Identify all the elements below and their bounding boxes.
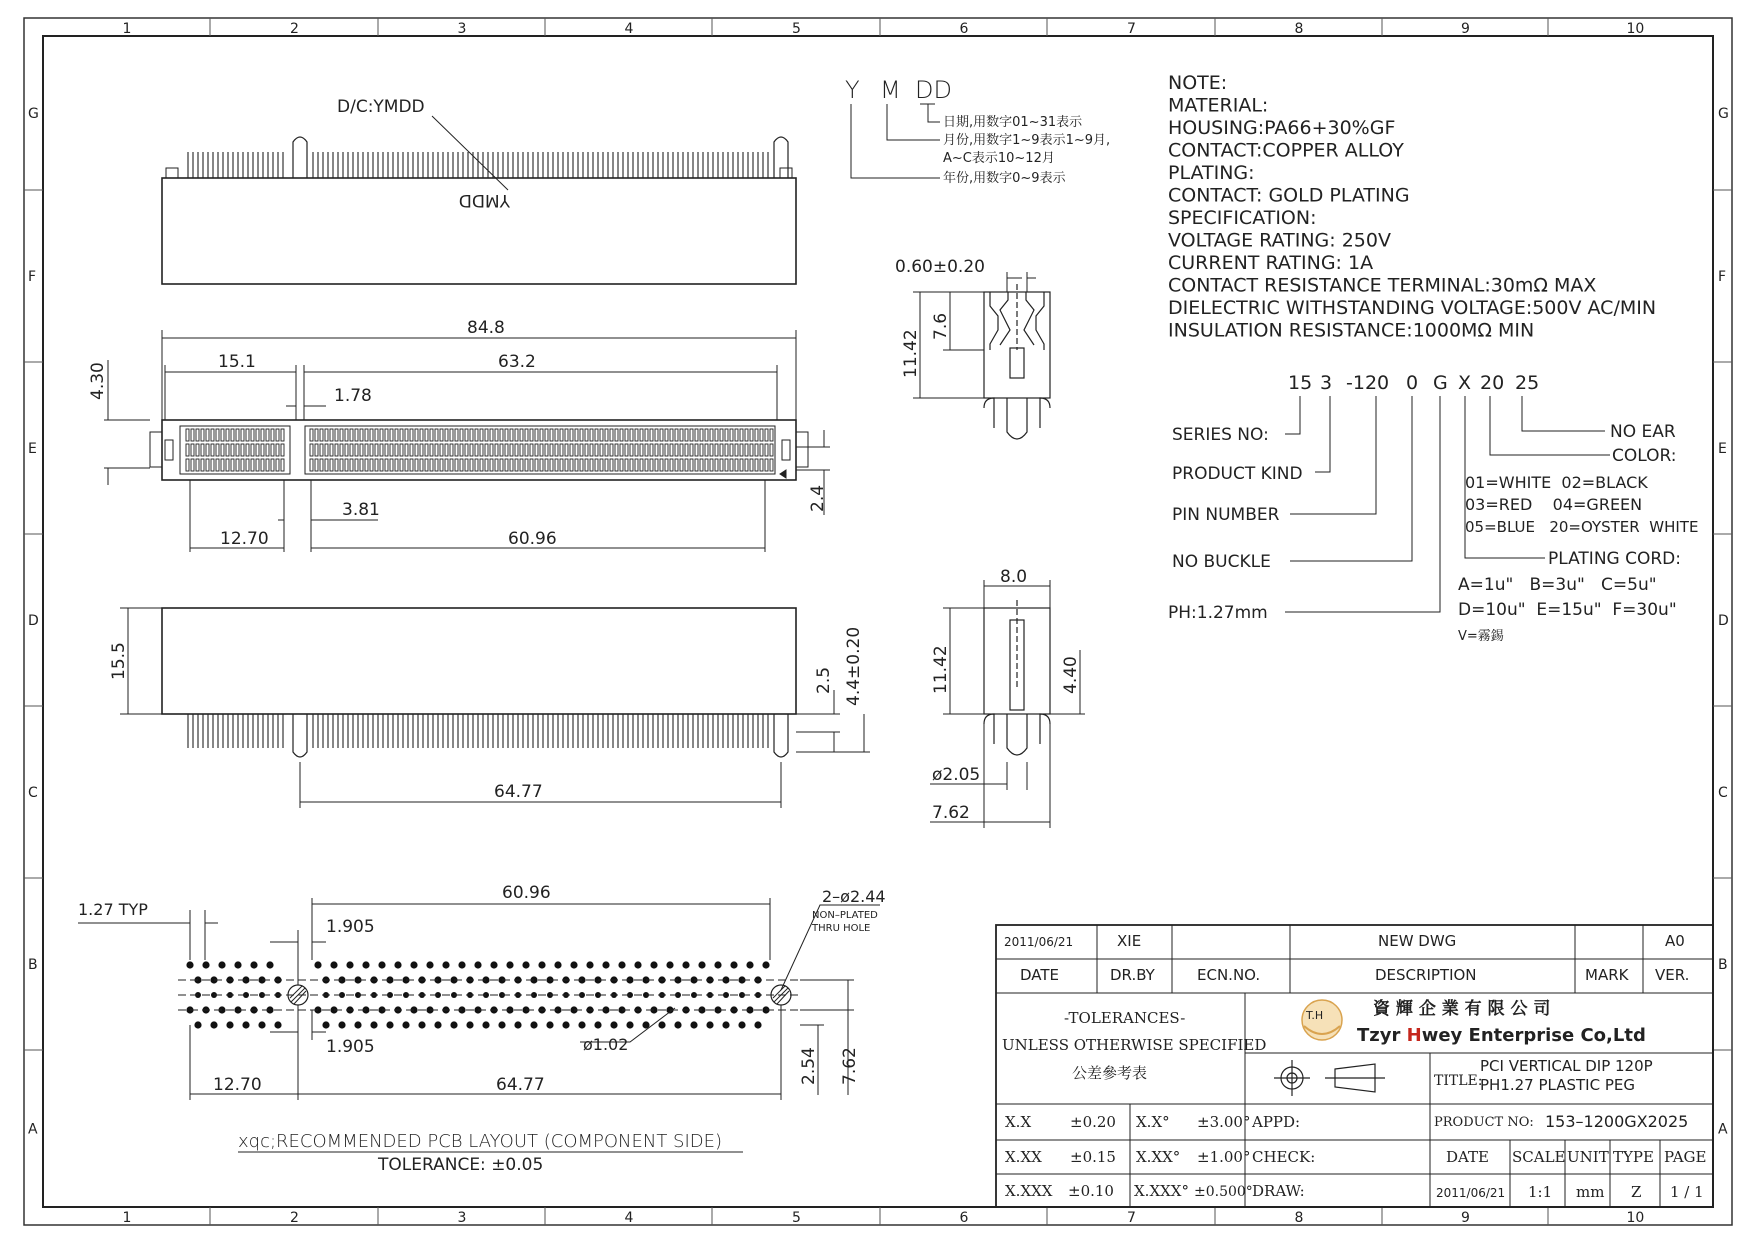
company-en: Tzyr Hwey Enterprise Co,Ltd [1357,1025,1646,1046]
legend-y: Y [845,76,860,104]
tol-r2-c4: ±1.00° [1197,1148,1251,1166]
tol-r1-c4: ±3.00° [1197,1113,1251,1131]
b-type: TYPE [1613,1148,1654,1166]
rev-date: 2011/06/21 [1004,935,1074,949]
code-seg-ear: 25 [1515,372,1540,394]
tol-r2-c3: X.XX° [1136,1148,1181,1166]
grid-col-label: 6 [959,1210,969,1226]
logo-text: T.H [1306,1009,1324,1022]
legend-year: 年份,用数字0~9表示 [943,171,1066,186]
grid-col-label: 5 [792,21,801,37]
label-kind: PRODUCT KIND [1172,464,1303,484]
front-dim-tail: 4.4±0.20 [844,626,864,706]
plan-view [150,420,808,480]
grid-col-label: 3 [457,1210,467,1226]
color-line-2: 03=RED 04=GREEN [1465,495,1643,514]
end-dim-width: 8.0 [1000,567,1028,587]
front-dim-height: 15.5 [109,642,129,680]
end-dim-pitch: 7.62 [932,803,970,823]
grid-row-label: F [1718,269,1727,285]
color-line-3: 05=BLUE 20=OYSTER WHITE [1465,518,1699,536]
note-line: INSULATION RESISTANCE:1000MΩ MIN [1168,319,1535,342]
draw-label: DRAW: [1252,1182,1305,1200]
dim-right-pins: 60.96 [508,529,557,549]
grid-row-label: B [28,957,38,973]
pcb-dim-typ: 1.27 TYP [78,900,148,919]
title-label: TITLE: [1434,1073,1483,1089]
label-ear: NO EAR [1610,422,1676,442]
pcb-dim-span: 60.96 [502,883,551,903]
dim-right-section: 63.2 [498,352,536,372]
pcb-dim-offset-bottom: 1.905 [326,1037,375,1057]
grid-col-label: 6 [959,21,969,37]
xs-dim-height-body: 7.6 [931,312,951,340]
grid-row-label: E [1718,441,1727,457]
pcb-pin-dia: ø1.02 [583,1035,629,1054]
rev-by: XIE [1117,932,1142,950]
tol-r1-c3: X.X° [1136,1113,1170,1131]
grid-col-label: 9 [1461,1210,1470,1226]
hdr-desc: DESCRIPTION [1375,966,1477,984]
grid-col-label: 2 [290,21,299,37]
grid-col-label: 4 [624,1210,634,1226]
grid-col-label: 9 [1461,21,1470,37]
grid-col-label: 4 [624,21,634,37]
pcb-dim-left: 12.70 [213,1075,262,1095]
grid-row-label: D [1718,613,1729,629]
hdr-ecn: ECN.NO. [1197,966,1261,984]
tol-heading-3: 公差參考表 [1072,1064,1148,1082]
note-line: DIELECTRIC WITHSTANDING VOLTAGE:500V AC/MIN [1168,297,1657,319]
code-seg-color: 20 [1480,372,1505,394]
hdr-mark: MARK [1585,966,1629,984]
dim-row-pitch: 2.4 [808,484,828,512]
plating-line-1: A=1u" B=3u" C=5u" [1458,575,1657,595]
rev-desc: NEW DWG [1378,932,1457,950]
code-seg-buckle: 0 [1406,372,1419,394]
dim-key-gap: 1.78 [334,386,372,406]
note-line: PLATING: [1168,162,1255,184]
grid-col-label: 2 [290,1210,299,1226]
note-line: VOLTAGE RATING: 250V [1168,229,1391,252]
code-seg-series: 15 [1288,372,1313,394]
grid-col-label: 5 [792,1210,801,1226]
grid-col-label: 1 [122,21,132,37]
legend-m: M [880,76,901,104]
note-line: CONTACT: GOLD PLATING [1168,184,1410,207]
v-unit: mm [1576,1183,1605,1201]
dim-left-section: 15.1 [218,352,256,372]
end-view-dims [930,580,1085,828]
revision-row [1004,932,1689,984]
hdr-ver: VER. [1655,966,1690,984]
grid-row-label: A [28,1121,38,1138]
tol-r2-c2: ±0.15 [1070,1148,1116,1166]
pcb-tolerance: TOLERANCE: ±0.05 [378,1155,544,1175]
mirrored-date-code: YMDD [458,190,510,210]
grid-col-label: 8 [1294,1210,1304,1226]
date-code-label: D/C:YMDD [337,97,425,117]
company-cn: 資 輝 企 業 有 限 公 司 [1373,999,1551,1019]
grid-row-label: G [1718,106,1729,122]
tol-heading-1: -TOLERANCES- [1064,1009,1186,1027]
plating-line-3: V=霧錫 [1458,629,1504,644]
tol-r1-c1: X.X [1005,1113,1032,1131]
dim-overall: 84.8 [467,318,505,338]
grid-col-label: 10 [1626,1210,1645,1226]
v-date: 2011/06/21 [1436,1186,1506,1200]
grid-row-label: C [28,785,38,801]
projection-symbol-icon [1274,1060,1385,1096]
grid-col-label: 1 [122,1210,132,1226]
tol-heading-2: UNLESS OTHERWISE SPECIFIED [1002,1036,1267,1054]
check-label: CHECK: [1252,1148,1316,1166]
end-dim-peg-dia: ø2.05 [932,765,981,785]
grid-row-label: B [1718,957,1728,973]
code-seg-kind: 3 [1320,372,1333,394]
appd-label: APPD: [1252,1113,1301,1131]
code-seg-plating: G [1433,372,1448,394]
code-seg-pins: -120 [1346,372,1390,394]
note-line: MATERIAL: [1168,94,1269,117]
notes-block [1168,72,1656,342]
tolerance-table [1005,1112,1706,1201]
hdr-drby: DR.BY [1110,966,1155,984]
title-line-2: PH1.27 PLASTIC PEG [1480,1076,1635,1094]
note-line: CONTACT:COPPER ALLOY [1168,139,1404,162]
label-color: COLOR: [1612,446,1677,466]
pcb-dimensions [78,898,880,1100]
b-date: DATE [1446,1148,1489,1166]
product-no-label: PRODUCT NO: [1434,1115,1534,1130]
note-line: SPECIFICATION: [1168,207,1317,229]
label-pins: PIN NUMBER [1172,505,1280,525]
pcb-caption: xqc;RECOMMENDED PCB LAYOUT (COMPONENT SIDE) [238,1131,723,1152]
pcb-dim-row: 2.54 [799,1047,819,1085]
grid-col-label: 8 [1294,21,1304,37]
end-view [984,600,1050,755]
legend-dd: DD [915,76,952,104]
label-pitch: PH:1.27mm [1168,603,1268,623]
tolerance-heading [1002,1009,1266,1082]
grid-row-label: C [1718,785,1728,801]
cross-section-view [984,284,1050,439]
grid-col-label: 7 [1127,21,1136,37]
pcb-layout [178,961,800,1028]
note-line: NOTE: [1168,72,1228,94]
tol-r3-c1: X.XXX [1005,1182,1053,1200]
grid-col-label: 10 [1626,21,1645,37]
label-plating: PLATING CORD: [1548,549,1681,569]
b-scale: SCALE [1512,1148,1566,1166]
company-logo [1302,1000,1342,1040]
v-scale: 1:1 [1528,1183,1553,1201]
v-page: 1 / 1 [1670,1183,1704,1201]
pcb-dim-peg-span: 64.77 [496,1075,545,1095]
product-no: 153–1200GX2025 [1545,1112,1689,1131]
tol-r3-c4: ±0.500° [1194,1184,1253,1200]
tol-r2-c1: X.XX [1005,1148,1042,1166]
label-series: SERIES NO: [1172,425,1269,445]
xs-dim-pin-width: 0.60±0.20 [895,257,985,277]
code-seg-x: X [1458,372,1472,394]
note-line: CONTACT RESISTANCE TERMINAL:30mΩ MAX [1168,274,1597,297]
front-view [162,608,796,757]
xs-dim-height-total: 11.42 [901,329,921,378]
legend-day: 日期,用数字01~31表示 [943,115,1083,130]
pcb-hole-note-1: NON–PLATED [812,910,878,921]
pcb-hole-note-2: THRU HOLE [812,923,871,934]
grid-col-label: 3 [457,21,467,37]
legend-month2: A~C表示10~12月 [943,151,1055,166]
title-line-1: PCI VERTICAL DIP 120P [1480,1057,1653,1075]
color-line-1: 01=WHITE 02=BLACK [1465,473,1648,492]
grid-row-label: A [1718,1121,1728,1138]
grid-row-label: G [28,106,39,122]
rev-ver: A0 [1665,932,1685,950]
note-line: HOUSING:PA66+30%GF [1168,117,1396,139]
grid-row-label: E [28,441,37,457]
end-dim-stand: 4.40 [1061,656,1081,694]
plating-line-2: D=10u" E=15u" F=30u" [1458,600,1677,620]
pcb-dim-width: 7.62 [840,1047,860,1085]
front-dim-pin-len: 2.5 [814,666,834,694]
tol-r3-c2: ±0.10 [1068,1182,1114,1200]
grid-col-label: 7 [1127,1210,1136,1226]
label-buckle: NO BUCKLE [1172,552,1271,572]
grid-row-label: D [28,613,39,629]
front-dim-peg-offset: 64.77 [494,782,543,802]
b-page: PAGE [1664,1148,1707,1166]
v-type: Z [1631,1183,1642,1201]
hdr-date: DATE [1020,966,1060,984]
date-code-legend [845,76,1110,186]
tol-r1-c2: ±0.20 [1070,1113,1116,1131]
part-code-breakdown [1168,372,1698,644]
dim-left-pins: 12.70 [220,529,269,549]
pcb-dim-offset-top: 1.905 [326,917,375,937]
legend-month1: 月份,用数字1~9表示1~9月, [943,133,1111,148]
dim-key-offset: 3.81 [342,500,380,520]
tol-r3-c3: X.XXX° [1134,1182,1189,1200]
dim-width: 4.30 [88,362,108,400]
pcb-hole-callout: 2–ø2.44 [822,887,886,906]
end-dim-height: 11.42 [931,645,951,694]
b-unit: UNIT [1567,1148,1609,1166]
front-dimensions [120,608,870,808]
grid-row-label: F [28,269,37,285]
note-line: CURRENT RATING: 1A [1168,252,1374,274]
